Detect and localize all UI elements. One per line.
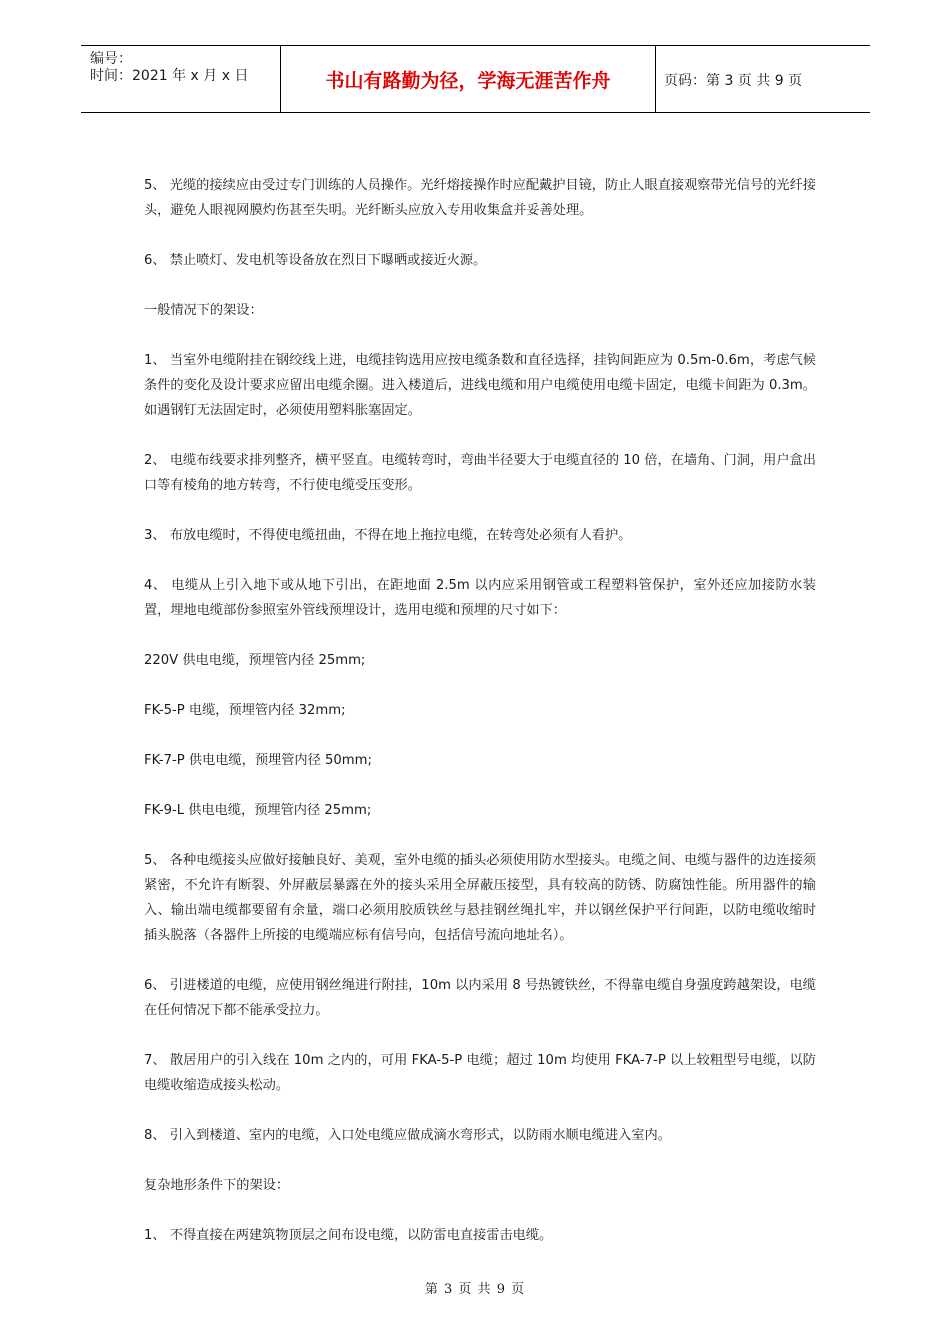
paragraph-7: 4、 电缆从上引入地下或从地下引出，在距地面 2.5m 以内应采用钢管或工程塑料管保护，室外还应加接防水装置，埋地电缆部份参照室外管线预埋设计，选用电缆和预埋的尺寸如下： [144, 578, 816, 618]
document-header [81, 45, 870, 113]
spec-line-fk7p: FK-7-P 供电电缆，预埋管内径 50mm; [144, 753, 372, 768]
header-motto: 书山有路勤为径，学海无涯苦作舟 [325, 70, 611, 92]
header-page-cell [656, 46, 870, 112]
paragraph-13: 6、 引进楼道的电缆，应使用钢丝绳进行附挂，10m 以内采用 8 号热镀铁丝，不得靠电缆自身强度跨越架设，电缆在任何情况下都不能承受拉力。 [144, 978, 816, 1018]
paragraph-4: 1、 当室外电缆附挂在钢绞线上进，电缆挂钩选用应按电缆条数和直径选择，挂钩间距应为 0.5m-0.6m，考虑气候条件的变化及设计要求应留出电缆余圈。进入楼道后，进线电缆和用户电缆使用电缆卡固定，电缆卡间距为 0.3m。如遇钢钉无法固定时，必须使用塑料胀塞固定。 [144, 353, 816, 418]
header-info-cell [81, 46, 281, 112]
paragraph-5: 2、 电缆布线要求排列整齐，横平竖直。电缆转弯时，弯曲半径要大于电缆直径的 10 倍，在墙角、门洞，用户盒出口等有棱角的地方转弯，不行使电缆受压变形。 [144, 453, 816, 493]
paragraph-1: 5、 光缆的接续应由受过专门训练的人员操作。光纤熔接操作时应配戴护目镜，防止人眼直接观察带光信号的光纤接头，避免人眼视网膜灼伤甚至失明。光纤断头应放入专用收集盒并妥善处理。 [144, 178, 816, 218]
header-page-number: 页码：第 3 页 共 9 页 [664, 73, 803, 89]
paragraph-17: 1、 不得直接在两建筑物顶层之间布设电缆，以防雷电直接雷击电缆。 [144, 1228, 553, 1243]
paragraph-6: 3、 布放电缆时，不得使电缆扭曲，不得在地上拖拉电缆，在转弯处必须有人看护。 [144, 528, 632, 543]
paragraph-2: 6、 禁止喷灯、发电机等设备放在烈日下曝晒或接近火源。 [144, 253, 487, 268]
header-motto-cell [281, 46, 656, 112]
paragraph-12: 5、 各种电缆接头应做好接触良好、美观，室外电缆的插头必须使用防水型接头。电缆之间、电缆与器件的边连接须紧密，不允许有断裂、外屏蔽层暴露在外的接头采用全屏蔽压接型，具有较高的防锈、防腐蚀性能。所用器件的输入、输出端电缆都要留有余量，端口必须用胶质铁丝与悬挂钢丝绳扎牢，并以钢丝保护平行间距，以防电缆收缩时插头脱落（各器件上所接的电缆端应标有信号向，包括信号流向地址名）。 [144, 853, 816, 943]
section-heading-complex: 复杂地形条件下的架设： [144, 1178, 290, 1193]
spec-line-fk5p: FK-5-P 电缆，预埋管内径 32mm; [144, 703, 346, 718]
section-heading-general: 一般情况下的架设： [144, 303, 263, 318]
document-date-label: 时间：2021 年 x 月 x 日 [90, 68, 249, 84]
paragraph-15: 8、 引入到楼道、室内的电缆，入口处电缆应做成滴水弯形式，以防雨水顺电缆进入室内。 [144, 1128, 671, 1143]
page-footer: 第 3 页 共 9 页 [424, 1282, 526, 1297]
spec-line-fk9l: FK-9-L 供电电缆，预埋管内径 25mm; [144, 803, 372, 818]
document-body [144, 173, 816, 1273]
spec-line-220v: 220V 供电电缆，预埋管内径 25mm; [144, 653, 366, 668]
document-number-label: 编号： [90, 51, 132, 67]
paragraph-14: 7、 散居用户的引入线在 10m 之内的，可用 FKA-5-P 电缆；超过 10m 均使用 FKA-7-P 以上较粗型号电缆，以防电缆收缩造成接头松动。 [144, 1053, 816, 1093]
